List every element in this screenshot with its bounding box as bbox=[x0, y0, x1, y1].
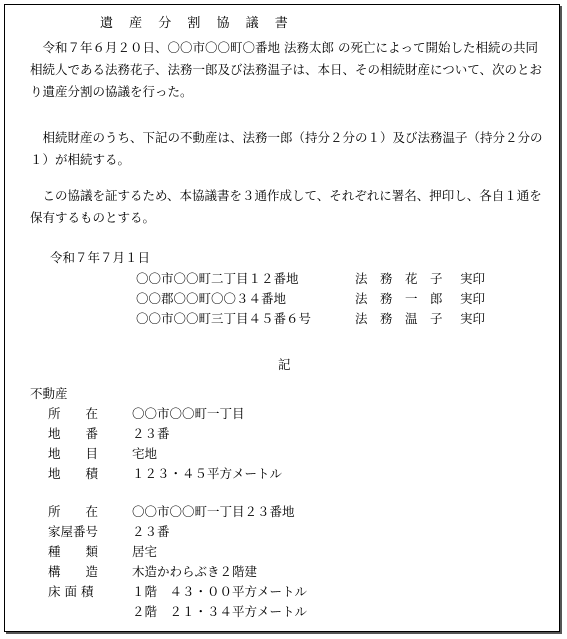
signatory-address: 〇〇市〇〇町三丁目４５番６号 bbox=[136, 311, 312, 326]
ki-marker: 記 bbox=[278, 357, 291, 372]
building-label: 床 面 積 bbox=[48, 584, 94, 599]
land-label: 地 目 bbox=[48, 446, 99, 461]
document-date: 令和７年７月１日 bbox=[50, 250, 151, 265]
signatory-name: 法 務 花 子 bbox=[355, 271, 443, 286]
signatory-address: 〇〇市〇〇町二丁目１２番地 bbox=[136, 271, 299, 286]
land-label: 地 積 bbox=[48, 466, 99, 481]
building-value: １階 ４３・００平方メートル bbox=[132, 584, 308, 599]
land-label: 地 番 bbox=[48, 426, 99, 441]
land-value: 〇〇市〇〇町一丁目 bbox=[132, 406, 245, 421]
signatory-name: 法 務 一 郎 bbox=[355, 291, 443, 306]
paragraph-2: 相続財産のうち、下記の不動産は、法務一郎（持分２分の１）及び法務温子（持分２分の１）が相続する。 bbox=[30, 130, 543, 167]
building-label: 構 造 bbox=[48, 564, 99, 579]
building-label: 所 在 bbox=[48, 504, 99, 519]
property-heading: 不動産 bbox=[30, 386, 68, 401]
paragraph-1: 令和７年６月２０日、〇〇市〇〇町〇番地 法務太郎 の死亡によって開始した相続の共同相続人である法務花子、法務一郎及び法務温子は、本日、その相続財産について、次のとおり遺産分割の協議を行った。 bbox=[30, 40, 543, 99]
building-label: 家屋番号 bbox=[48, 524, 99, 539]
signatory-seal: 実印 bbox=[460, 311, 486, 326]
signatory-seal: 実印 bbox=[460, 291, 486, 306]
signatory-address: 〇〇郡〇〇町〇〇３４番地 bbox=[136, 291, 287, 306]
land-value: １２３・４５平方メートル bbox=[132, 466, 283, 481]
building-value: ２３番 bbox=[132, 524, 170, 539]
building-value: 木造かわらぶき２階建 bbox=[132, 564, 258, 579]
building-value: ２階 ２１・３４平方メートル bbox=[132, 604, 308, 619]
building-value: 居宅 bbox=[132, 544, 158, 559]
land-value: ２３番 bbox=[132, 426, 170, 441]
building-value: 〇〇市〇〇町一丁目２３番地 bbox=[132, 504, 295, 519]
land-label: 所 在 bbox=[48, 406, 99, 421]
document-title: 遺 産 分 割 協 議 書 bbox=[100, 16, 294, 31]
signatory-name: 法 務 温 子 bbox=[355, 311, 443, 326]
paragraph-3: この協議を証するため、本協議書を３通作成して、それぞれに署名、押印し、各自１通を保有するものとする。 bbox=[30, 188, 542, 225]
land-value: 宅地 bbox=[132, 446, 158, 461]
signatory-seal: 実印 bbox=[460, 271, 486, 286]
building-label: 種 類 bbox=[48, 544, 99, 559]
